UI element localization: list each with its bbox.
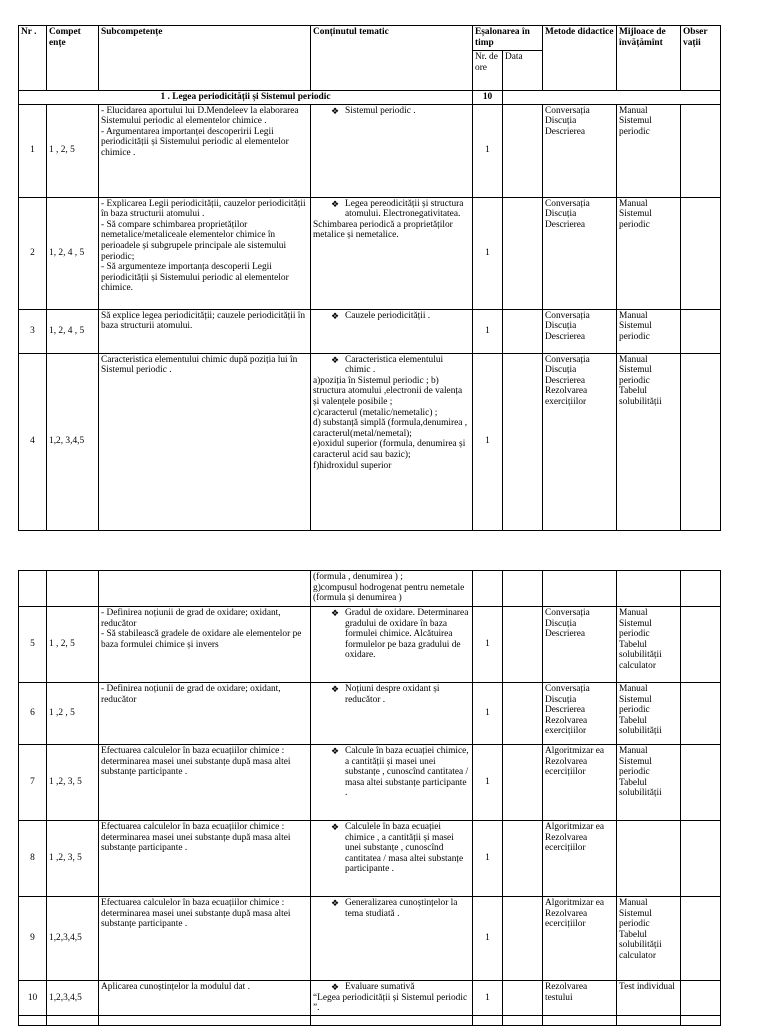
subcompetenta-line: - Definirea noțiunii de grad de oxidare; oxidant, reducător: [101, 608, 281, 629]
subcompetenta-line: - Să compare schimbarea proprietăților nemetalice/metaliceale elementelor chimice în perioadele și subgrupele principale ale sistemului periodic;: [101, 219, 287, 262]
method-item: Descrierea: [545, 331, 586, 342]
bullet-text: Legea pereodicității și structura atomului. Electronegativitatea.: [345, 198, 464, 220]
method-item: Descrierea: [545, 629, 586, 640]
continut-line: e)oxidul superior (formula, denumirea și caracterul acid sau bazic);: [313, 439, 466, 460]
means-item: Tabelul solubilității: [619, 715, 662, 737]
row-mijloace: [617, 197, 681, 309]
section-hours: 10: [473, 91, 503, 105]
method-item: Rezolvarea exercițiilor: [545, 715, 588, 737]
method-item: Algoritmizar ea: [545, 898, 605, 908]
row-nr: 3: [19, 309, 47, 353]
continut-line: d) substanță simplă (formula,denumirea , caracterul(metal/nemetal);: [313, 418, 468, 439]
row-mijloace: [617, 821, 681, 897]
continut-line: Schimbarea periodică a proprietăților metalice și nemetalice.: [313, 219, 453, 241]
table-row: [19, 981, 721, 1016]
means-item: Sistemul periodic: [619, 209, 652, 230]
row-data: [503, 197, 543, 309]
header-continutul-tematic: Conținutul tematic: [311, 26, 473, 91]
row-observatii: [681, 981, 721, 1016]
table-row: [19, 683, 721, 745]
diamond-bullet-icon: ❖: [331, 746, 340, 756]
row-competente: 1 ,2 , 5: [47, 683, 99, 745]
row-mijloace: [617, 309, 681, 353]
means-item: Test individual: [619, 982, 675, 992]
method-item: Rezolvarea testului: [545, 982, 588, 1003]
continut-line: a)poziția în Sistemul periodic ; b) structura atomului ,electronii de valența și valențele posibile ;: [313, 375, 463, 407]
curriculum-table-page2: [18, 570, 721, 1026]
row-mijloace: [617, 607, 681, 683]
row-hours: 1: [473, 607, 503, 683]
header-mijloace: Mijloace de învățămînt: [617, 26, 681, 91]
row-subcompetente: [99, 821, 311, 897]
row-nr: 2: [19, 197, 47, 309]
row-subcompetente: [99, 745, 311, 821]
row-hours: 1: [473, 353, 503, 530]
row-mijloace: [617, 745, 681, 821]
means-item: Manual: [619, 608, 648, 618]
row-competente: 1,2,3,4,5: [47, 897, 99, 981]
row-subcompetente: [99, 104, 311, 197]
subcompetenta-line: Caracteristica elementului chimic după poziția lui în Sistemul periodic .: [101, 354, 298, 376]
subcompetenta-line: Efectuarea calculelor în baza ecuațiilor chimice : determinarea masei unei substanțe după masa altei substanțe participante .: [101, 746, 291, 778]
bullet-item: [313, 199, 470, 220]
means-item: Tabelul solubilității: [619, 777, 662, 799]
row-metode: [543, 309, 617, 353]
row-competente: 1 , 2, 5: [47, 607, 99, 683]
diamond-bullet-icon: ❖: [331, 198, 340, 209]
continut-line: f)hidroxidul superior: [313, 460, 392, 471]
method-item: Rezolvarea ecercițiilor: [545, 756, 588, 778]
row-nr: 6: [19, 683, 47, 745]
row-metode: [543, 821, 617, 897]
row-mijloace: [617, 683, 681, 745]
row-hours: 1: [473, 309, 503, 353]
row-nr: 4: [19, 353, 47, 530]
bullet-item: [313, 355, 470, 376]
means-item: Sistemul periodic: [619, 321, 652, 342]
row-observatii: [681, 197, 721, 309]
row-continut: [311, 683, 473, 745]
row-nr: 1: [19, 104, 47, 197]
row-subcompetente: [99, 981, 311, 1016]
method-item: Descrierea: [545, 375, 586, 386]
row-mijloace: [617, 981, 681, 1016]
table-row: [19, 353, 721, 530]
row-data: [503, 683, 543, 745]
row-continut: [311, 607, 473, 683]
row-observatii: [681, 683, 721, 745]
row-nr: 7: [19, 745, 47, 821]
method-item: Discuția: [545, 209, 577, 220]
row-subcompetente: [99, 607, 311, 683]
bullet-item: [313, 684, 470, 705]
means-item: Manual: [619, 310, 648, 321]
row-continut: [311, 821, 473, 897]
diamond-bullet-icon: ❖: [331, 898, 340, 908]
means-item: Tabelul solubilității: [619, 386, 662, 407]
diamond-bullet-icon: ❖: [331, 354, 340, 365]
section-title: 1 . Legea periodicității și Sistemul periodic: [19, 91, 473, 105]
method-item: Descrierea: [545, 126, 586, 137]
method-item: Conversația: [545, 310, 590, 321]
table-row: [19, 104, 721, 197]
subcompetenta-line: Efectuarea calculelor în baza ecuațiilor chimice : determinarea masei unei substanțe după masa altei substanțe participante .: [101, 822, 291, 854]
row-metode: [543, 197, 617, 309]
row-mijloace: [617, 104, 681, 197]
subcompetenta-line: - Definirea noțiunii de grad de oxidare; oxidant, reducător: [101, 684, 281, 705]
continuation-cell: [311, 571, 473, 607]
bullet-text: Noțiuni despre oxidant și reducător .: [345, 684, 440, 705]
bullet-item: [313, 106, 470, 117]
bullet-item: [313, 822, 470, 875]
table-row: [19, 197, 721, 309]
method-item: Conversația: [545, 354, 590, 365]
row-subcompetente: [99, 197, 311, 309]
row-metode: [543, 745, 617, 821]
row-competente: 1,2, 3,4,5: [47, 353, 99, 530]
means-item: Tabelul solubilității: [619, 929, 662, 951]
bullet-text: Cauzele periodicității .: [345, 310, 431, 321]
means-item: Manual: [619, 105, 648, 116]
method-item: Algoritmizar ea: [545, 746, 605, 756]
row-data: [503, 353, 543, 530]
row-subcompetente: [99, 309, 311, 353]
bullet-text: Caracteristica elementului chimic .: [345, 354, 444, 376]
row-continut: [311, 981, 473, 1016]
row-continut: [311, 745, 473, 821]
continut-line: “Legea periodicității și Sistemul periodic ”.: [313, 992, 468, 1014]
diamond-bullet-icon: ❖: [331, 608, 340, 618]
continuation-line: (formula , denumirea ) ;: [313, 572, 403, 582]
table-row: [19, 745, 721, 821]
row-hours: 1: [473, 981, 503, 1016]
subcompetenta-line: - Argumentarea importanței descoperirii Legii periodicității și Sistemului periodic al elementelor chimice .: [101, 126, 289, 158]
method-item: Discuția: [545, 618, 577, 629]
means-item: Sistemul periodic: [619, 756, 652, 778]
bullet-text: Generalizarea cunoștințelor la tema studiată .: [345, 898, 458, 919]
row-mijloace: [617, 897, 681, 981]
row-data: [503, 745, 543, 821]
header-competente: Compet ențe: [47, 26, 99, 91]
table-row: [19, 897, 721, 981]
bullet-text: Sistemul periodic .: [345, 105, 416, 116]
row-competente: 1 ,2, 3, 5: [47, 745, 99, 821]
curriculum-table-page1: [18, 25, 721, 531]
row-metode: [543, 981, 617, 1016]
method-item: Descrierea: [545, 219, 586, 230]
subcompetenta-line: - Explicarea Legii periodicității, cauzelor periodicității în baza structurii atomului .: [101, 198, 306, 220]
row-observatii: [681, 897, 721, 981]
row-observatii: [681, 821, 721, 897]
means-item: Manual: [619, 684, 648, 694]
means-item: Manual: [619, 354, 648, 365]
diamond-bullet-icon: ❖: [331, 684, 340, 694]
method-item: Discuția: [545, 694, 577, 705]
row-metode: [543, 683, 617, 745]
bullet-item: [313, 311, 470, 322]
header-nr: Nr .: [19, 26, 47, 91]
means-item: Manual: [619, 198, 648, 209]
row-nr: 10: [19, 981, 47, 1016]
method-item: Conversația: [545, 105, 590, 116]
method-item: Discuția: [545, 365, 577, 376]
row-observatii: [681, 104, 721, 197]
row-competente: 1, 2, 4 , 5: [47, 197, 99, 309]
table-row: [19, 821, 721, 897]
method-item: Rezolvarea ecercițiilor: [545, 908, 588, 930]
row-competente: 1, 2, 4 , 5: [47, 309, 99, 353]
lesson-rows: [19, 607, 721, 1016]
header-nr-de-ore: Nr. de ore: [473, 51, 503, 91]
row-subcompetente: [99, 683, 311, 745]
row-data: [503, 104, 543, 197]
bullet-item: [313, 898, 470, 919]
row-competente: 1,2,3,4,5: [47, 981, 99, 1016]
row-nr: 8: [19, 821, 47, 897]
row-subcompetente: [99, 353, 311, 530]
bullet-text: Calculele în baza ecuației chimice , a cantității și masei unei substanțe , cunoscînd cantitatea / masa altei substanțe participante .: [345, 822, 464, 875]
row-competente: 1 , 2, 5: [47, 104, 99, 197]
row-continut: [311, 197, 473, 309]
row-data: [503, 309, 543, 353]
row-metode: [543, 353, 617, 530]
row-hours: 1: [473, 104, 503, 197]
bullet-text: Calcule în baza ecuației chimice, a cantității și masei unei substanțe , cunoscînd cantitatea / masa altei substanțe participante .: [345, 746, 469, 799]
header-observatii: Obser vații: [681, 26, 721, 91]
row-subcompetente: [99, 897, 311, 981]
subcompetenta-line: - Să argumenteze importanța descoperii Legii periodicității și Sistemului periodic al elementelor chimice.: [101, 262, 289, 294]
row-continut: [311, 104, 473, 197]
method-item: Rezolvarea ecercițiilor: [545, 832, 588, 854]
row-hours: 1: [473, 197, 503, 309]
row-hours: 1: [473, 897, 503, 981]
row-metode: [543, 104, 617, 197]
lesson-rows: [19, 104, 721, 530]
row-continut: [311, 353, 473, 530]
row-observatii: [681, 309, 721, 353]
means-item: Sistemul periodic: [619, 694, 652, 716]
header-data: Data: [503, 51, 543, 91]
means-item: Sistemul periodic: [619, 618, 652, 640]
row-competente: 1 ,2, 3, 5: [47, 821, 99, 897]
row-hours: 1: [473, 745, 503, 821]
diamond-bullet-icon: ❖: [331, 982, 340, 992]
row-data: [503, 607, 543, 683]
bullet-item: [313, 746, 470, 799]
table-row: [19, 309, 721, 353]
table-row: [19, 607, 721, 683]
row-nr: 9: [19, 897, 47, 981]
subcompetenta-line: - Elucidarea aportului lui D.Mendeleev la elaborarea Sistemului periodic al elementelor chimice .: [101, 105, 299, 127]
bullet-text: Gradul de oxidare. Determinarea gradului de oxidare în baza formulei chimice. Alcătuirea formulelor pe baza gradului de oxidare.: [345, 608, 469, 661]
row-data: [503, 821, 543, 897]
row-data: [503, 897, 543, 981]
method-item: Descrierea: [545, 705, 586, 716]
method-item: Discuția: [545, 321, 577, 332]
row-mijloace: [617, 353, 681, 530]
continut-line: c)caracterul (metalic/nemetalic) ;: [313, 407, 438, 418]
row-observatii: [681, 353, 721, 530]
row-nr: 5: [19, 607, 47, 683]
header-subcompetente: Subcompetențe: [99, 26, 311, 91]
diamond-bullet-icon: ❖: [331, 105, 340, 116]
row-hours: 1: [473, 821, 503, 897]
means-item: calculator: [619, 660, 656, 671]
subcompetenta-line: Să explice legea periodicității; cauzele periodicității în baza structurii atomului.: [101, 310, 306, 332]
means-item: Tabelul solubilității: [619, 639, 662, 661]
method-item: Conversația: [545, 608, 590, 618]
method-item: Algoritmizar ea: [545, 822, 605, 832]
bullet-item: [313, 982, 470, 993]
method-item: Rezolvarea exercițiilor: [545, 386, 588, 407]
row-observatii: [681, 745, 721, 821]
means-item: Sistemul periodic: [619, 116, 652, 137]
row-observatii: [681, 607, 721, 683]
means-item: Sistemul periodic: [619, 365, 652, 386]
row-metode: [543, 897, 617, 981]
row-continut: [311, 309, 473, 353]
method-item: Conversația: [545, 684, 590, 694]
subcompetenta-line: Efectuarea calculelor în baza ecuațiilor chimice : determinarea masei unei substanțe după masa altei substanțe participante .: [101, 898, 291, 930]
method-item: Discuția: [545, 116, 577, 127]
header-esalonarea: Eșalonarea în timp: [473, 26, 543, 51]
row-hours: 1: [473, 683, 503, 745]
header-metode: Metode didactice: [543, 26, 617, 91]
continuation-line: g)compusul hodrogenat pentru nemetale (formula și denumirea ): [313, 582, 465, 604]
subcompetenta-line: Aplicarea cunoștințelor la modulul dat .: [101, 982, 250, 992]
means-item: Manual: [619, 746, 648, 756]
means-item: calculator: [619, 950, 656, 961]
means-item: Manual: [619, 898, 648, 908]
bullet-item: [313, 608, 470, 661]
row-continut: [311, 897, 473, 981]
bullet-text: Evaluare sumativă: [345, 982, 415, 992]
diamond-bullet-icon: ❖: [331, 822, 340, 832]
subcompetenta-line: - Să stabilească gradele de oxidare ale elementelor pe baza formulei chimice și invers: [101, 629, 302, 650]
means-item: Sistemul periodic: [619, 908, 652, 930]
diamond-bullet-icon: ❖: [331, 310, 340, 321]
method-item: Conversația: [545, 198, 590, 209]
row-data: [503, 981, 543, 1016]
row-metode: [543, 607, 617, 683]
